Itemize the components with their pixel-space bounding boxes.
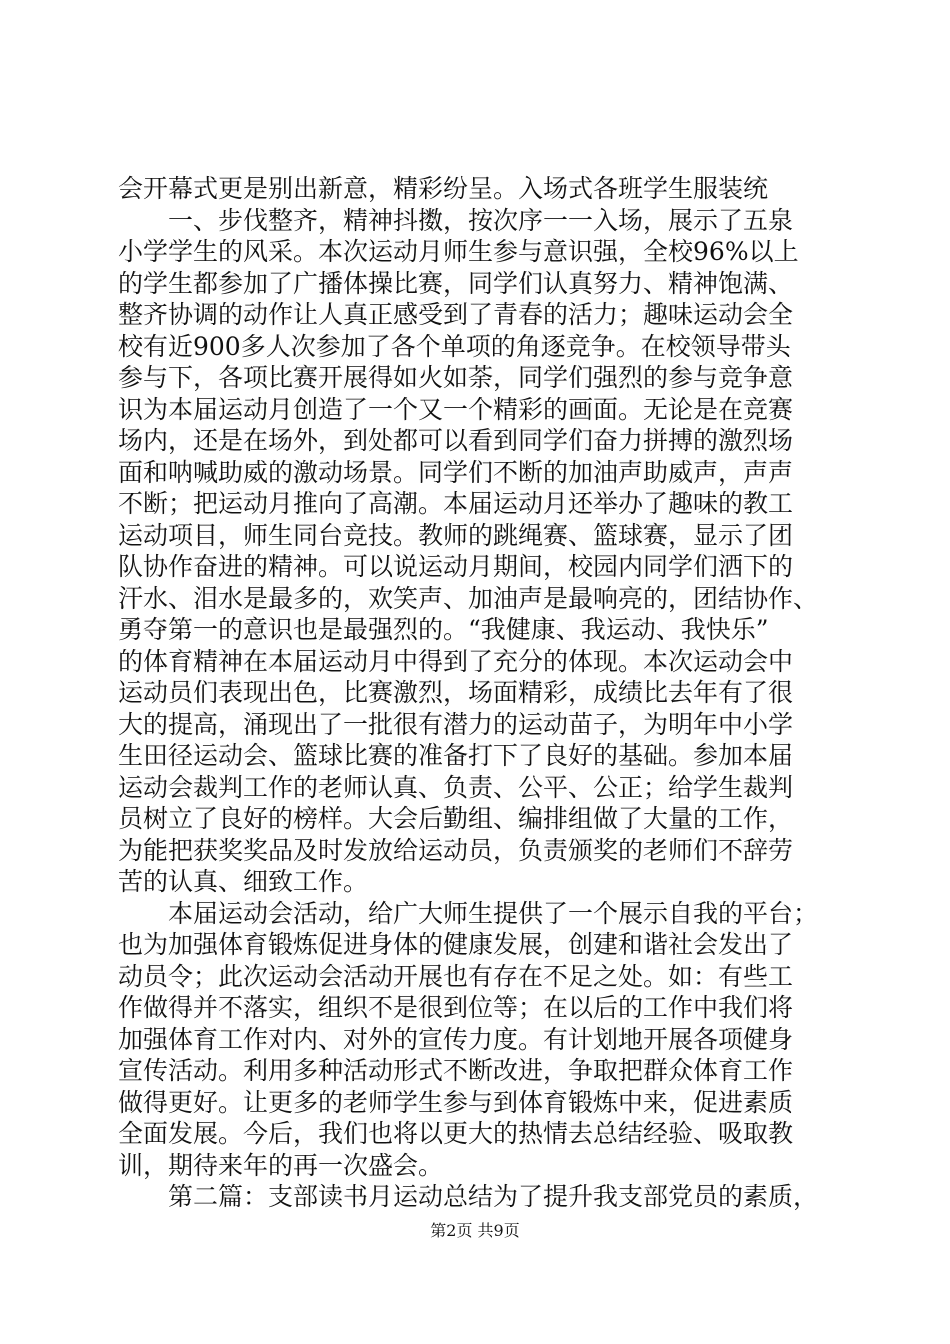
page-number-footer: 第2页 共9页 bbox=[430, 1221, 520, 1240]
text-line: 会开幕式更是别出新意，精彩纷呈。入场式各班学生服装统 bbox=[118, 174, 769, 203]
text-line: 识为本届运动月创造了一个又一个精彩的画面。无论是在竞赛 bbox=[118, 394, 794, 424]
text-line: 的体育精神在本届运动月中得到了充分的体现。本次运动会中 bbox=[118, 646, 794, 676]
text-line: 第二篇：支部读书月运动总结为了提升我支部党员的素质， bbox=[118, 1182, 819, 1211]
document-body bbox=[118, 173, 838, 1213]
text-line: 加强体育工作对内、对外的宣传力度。有计划地开展各项健身 bbox=[118, 1024, 794, 1054]
text-line: 本届运动会活动，给广大师生提供了一个展示自我的平台； bbox=[118, 898, 819, 928]
text-line: 参与下，各项比赛开展得如火如荼，同学们强烈的参与竞争意 bbox=[118, 363, 794, 392]
text-line: 员树立了良好的榜样。大会后勤组、编排组做了大量的工作， bbox=[118, 804, 794, 833]
text-line: 大的提高，涌现出了一批很有潜力的运动苗子，为明年中小学 bbox=[118, 709, 794, 739]
text-line: 训，期待来年的再一次盛会。 bbox=[118, 1150, 444, 1180]
text-line: 做得更好。让更多的老师学生参与到体育锻炼中来，促进素质 bbox=[118, 1087, 794, 1117]
text-line: 面和呐喊助威的激动场景。同学们不断的加油声助威声，声声 bbox=[118, 457, 794, 487]
text-line: 苦的认真、细致工作。 bbox=[118, 867, 369, 896]
text-line: 动员令；此次运动会活动开展也有存在不足之处。如：有些工 bbox=[118, 961, 794, 991]
text-line: 运动项目，师生同台竞技。教师的跳绳赛、篮球赛，显示了团 bbox=[118, 520, 794, 550]
text-line: 小学学生的风采。本次运动月师生参与意识强，全校96%以上 bbox=[118, 237, 799, 266]
text-line: 整齐协调的动作让人真正感受到了青春的活力；趣味运动会全 bbox=[118, 300, 794, 329]
text-line: 汗水、泪水是最多的，欢笑声、加油声是最响亮的，团结协作、 bbox=[118, 583, 819, 613]
text-line: 不断；把运动月推向了高潮。本届运动月还举办了趣味的教工 bbox=[118, 489, 794, 518]
text-line: 生田径运动会、篮球比赛的准备打下了良好的基础。参加本届 bbox=[118, 741, 794, 770]
text-line: 宣传活动。利用多种活动形式不断改进，争取把群众体育工作 bbox=[118, 1056, 794, 1085]
text-line: 运动员们表现出色，比赛激烈，场面精彩，成绩比去年有了很 bbox=[118, 678, 794, 707]
text-line: 场内，还是在场外，到处都可以看到同学们奋力拼搏的激烈场 bbox=[118, 426, 794, 455]
text-line: 全面发展。今后，我们也将以更大的热情去总结经验、吸取教 bbox=[118, 1119, 794, 1148]
text-line: 的学生都参加了广播体操比赛，同学们认真努力、精神饱满、 bbox=[118, 268, 794, 298]
text-line: 作做得并不落实，组织不是很到位等；在以后的工作中我们将 bbox=[118, 993, 794, 1022]
text-line: 为能把获奖奖品及时发放给运动员，负责颁奖的老师们不辞劳 bbox=[118, 835, 794, 865]
text-line: 勇夺第一的意识也是最强烈的。“我健康、我运动、我快乐” bbox=[118, 615, 769, 644]
text-line: 运动会裁判工作的老师认真、负责、公平、公正；给学生裁判 bbox=[118, 772, 794, 802]
text-line: 校有近900多人次参加了各个单项的角逐竞争。在校领导带头 bbox=[118, 331, 791, 361]
text-line: 一、步伐整齐，精神抖擞，按次序一一入场，展示了五泉 bbox=[118, 205, 794, 235]
text-line: 也为加强体育锻炼促进身体的健康发展，创建和谐社会发出了 bbox=[118, 930, 794, 959]
text-line: 队协作奋进的精神。可以说运动月期间，校园内同学们洒下的 bbox=[118, 552, 794, 581]
